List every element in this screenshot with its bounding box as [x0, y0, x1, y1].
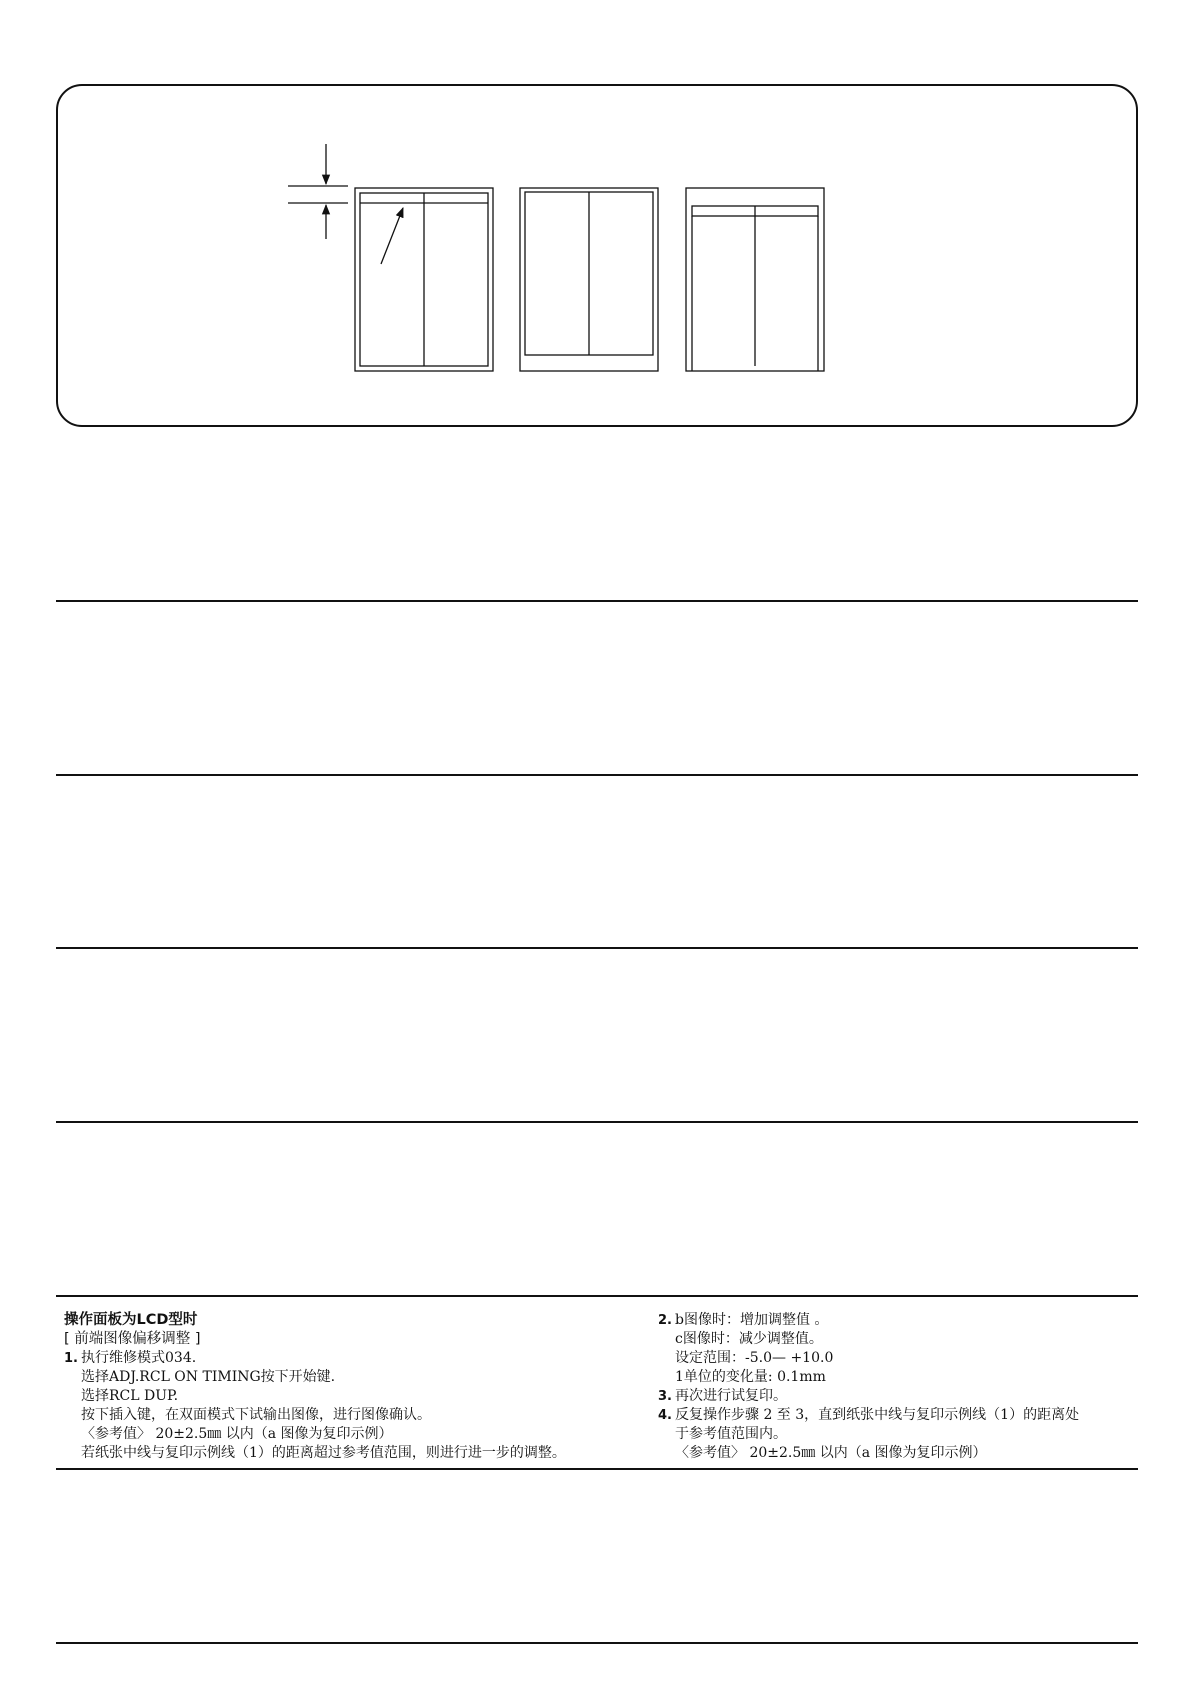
step-line: 设定范围：-5.0— +10.0	[675, 1350, 834, 1366]
step-2	[658, 1311, 1138, 1330]
divider-line	[56, 774, 1138, 776]
divider-line	[56, 1295, 1138, 1297]
step-line: 若纸张中线与复印示例线（1）的距离超过参考值范围，则进行进一步的调整。	[81, 1445, 566, 1461]
step-line: 选择RCL DUP.	[81, 1388, 179, 1404]
step-line: 于参考值范围内。	[675, 1426, 787, 1442]
step-line: 选择ADJ.RCL ON TIMING按下开始键.	[81, 1369, 336, 1385]
step-text: 反复操作步骤 2 至 3，直到纸张中线与复印示例线（1）的距离处	[675, 1407, 1080, 1423]
step-number: 4.	[658, 1408, 672, 1423]
copy-sample-b	[520, 188, 658, 371]
step-text: b图像时：增加调整值 。	[675, 1312, 829, 1328]
copy-sample-diagram	[58, 86, 1140, 429]
step-line: 按下插入键，在双面模式下试输出图像，进行图像确认。	[81, 1407, 431, 1423]
lcd-adjustment-procedure	[64, 1311, 624, 1463]
step-line: c图像时：减少调整值。	[675, 1331, 823, 1347]
divider-line	[56, 600, 1138, 602]
step-line: 〈参考值〉 20±2.5㎜ 以内（a 图像为复印示例）	[675, 1445, 987, 1461]
step-3	[658, 1387, 1138, 1406]
divider-line	[56, 1121, 1138, 1123]
dimension-indicator	[288, 144, 348, 239]
step-1	[64, 1349, 624, 1368]
copy-sample-c	[686, 188, 824, 371]
step-text: 再次进行试复印。	[675, 1388, 787, 1404]
copy-sample-a	[355, 188, 493, 371]
section-subheading: [ 前端图像偏移调整 ]	[64, 1331, 201, 1347]
divider-line	[56, 947, 1138, 949]
adjustment-steps-continued	[658, 1311, 1138, 1463]
divider-line	[56, 1468, 1138, 1470]
figure-panel	[56, 84, 1138, 427]
step-4	[658, 1406, 1138, 1425]
divider-line	[56, 1642, 1138, 1644]
step-number: 1.	[64, 1351, 78, 1366]
section-heading: 操作面板为LCD型时	[64, 1312, 198, 1328]
step-number: 2.	[658, 1313, 672, 1328]
step-number: 3.	[658, 1389, 672, 1404]
step-line: 1单位的变化量: 0.1mm	[675, 1369, 826, 1385]
step-text: 执行维修模式034.	[81, 1350, 197, 1366]
step-line: 〈参考值〉 20±2.5㎜ 以内（a 图像为复印示例）	[81, 1426, 393, 1442]
